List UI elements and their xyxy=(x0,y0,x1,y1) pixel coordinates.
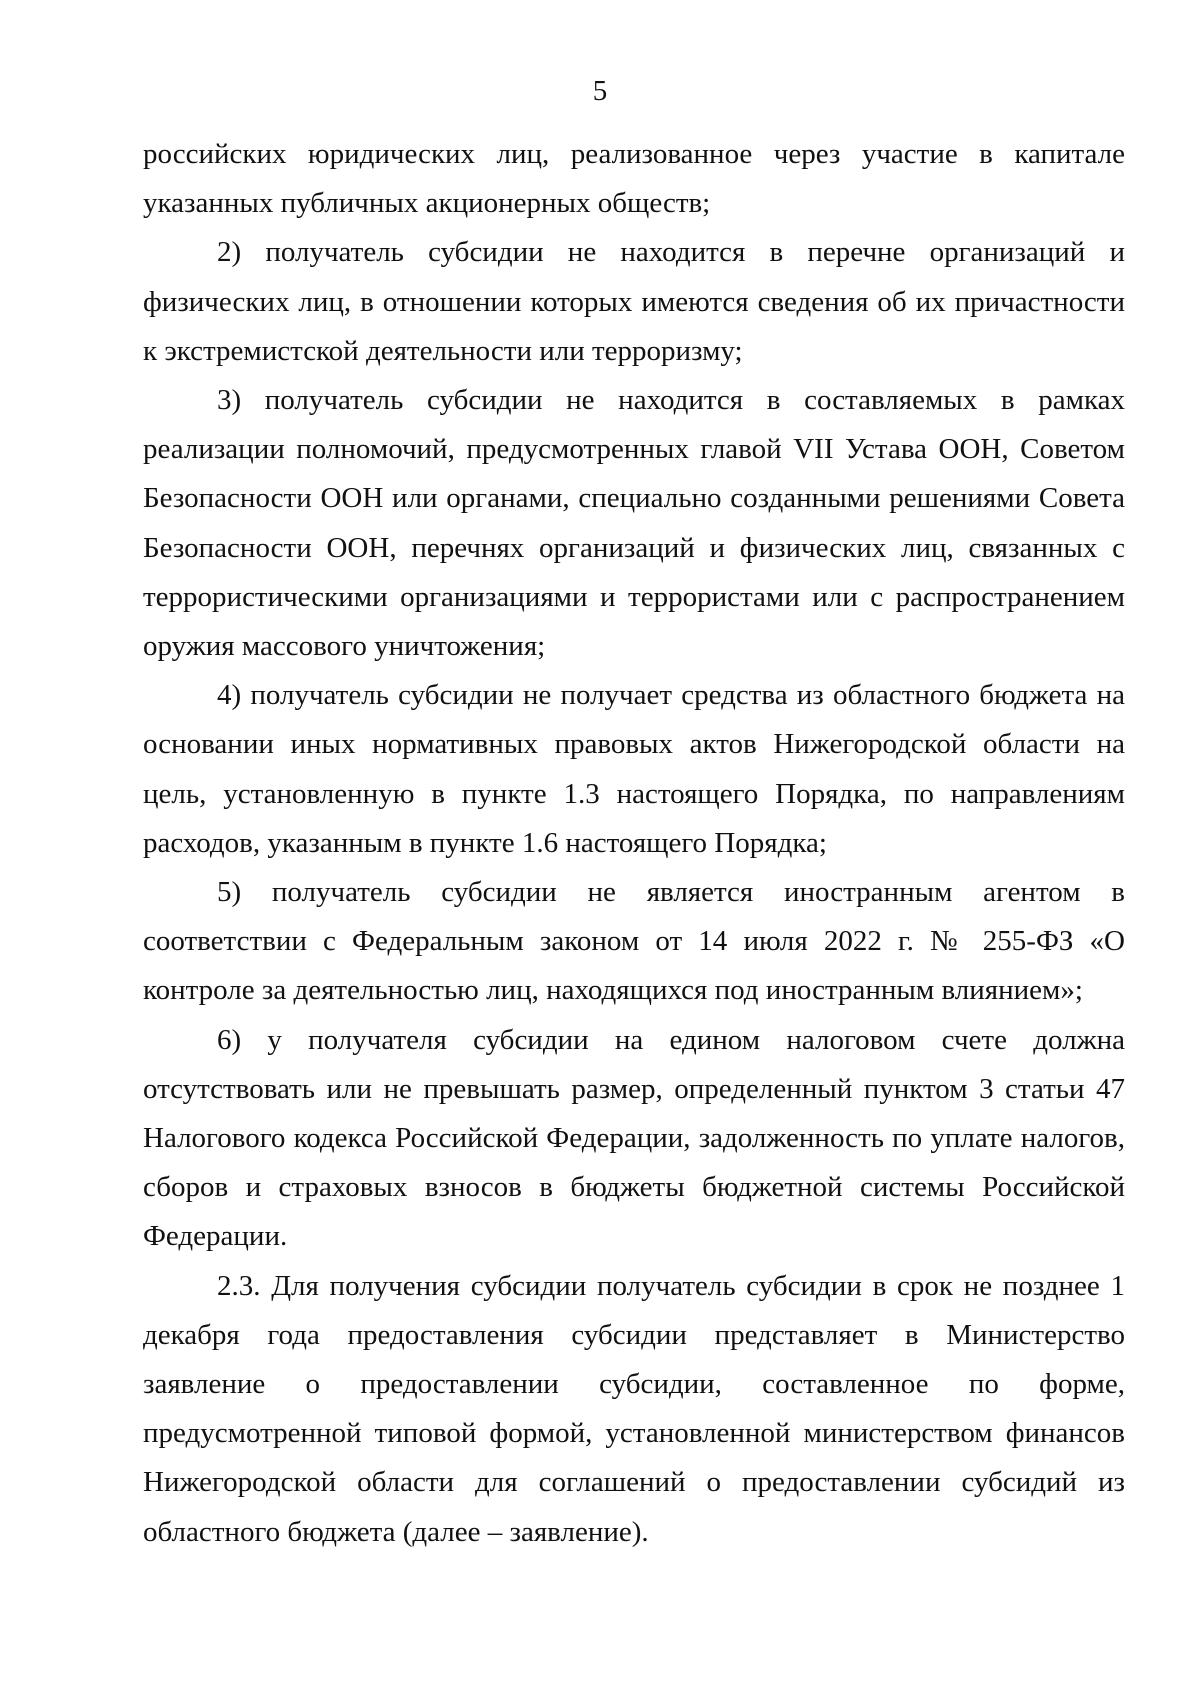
page-number: 5 xyxy=(592,75,608,107)
paragraph-item-3: 3) получатель субсидии не находится в составляемых в рамках реализации полномочий, предусмотренных главой VII Устава ООН, Советом Безопасности ООН или органами, специально созданными решениями Совета Безопасности ООН, перечнях организаций и физических лиц, связанных с террористическими организациями и террористами или с распространением оружия массового уничтожения; xyxy=(143,384,1125,663)
paragraph-section-2-3: 2.3. Для получения субсидии получатель субсидии в срок не позднее 1 декабря года предоставления субсидии представляет в Министерство заявление о предоставлении субсидии, составленное по форме, предусмотренной типовой формой, установленной министерством финансов Нижегородской области для соглашений о предоставлении субсидий из областного бюджета (далее – заявление). xyxy=(143,1269,1125,1548)
paragraph-item-4: 4) получатель субсидии не получает средства из областного бюджета на основании иных нормативных правовых актов Нижегородской области на цель, установленную в пункте 1.3 настоящего Порядка, по направлениям расходов, указанным в пункте 1.6 настоящего Порядка; xyxy=(143,679,1125,859)
paragraph-item-6: 6) у получателя субсидии на едином налоговом счете должна отсутствовать или не превышать размер, определенный пунктом 3 статьи 47 Налогового кодекса Российской Федерации, задолженность по уплате налогов, сборов и страховых взносов в бюджеты бюджетной системы Российской Федерации. xyxy=(143,1023,1125,1253)
paragraph-item-5: 5) получатель субсидии не является иностранным агентом в соответствии с Федеральным законом от 14 июля 2022 г. № 255-ФЗ «О контроле за деятельностью лиц, находящихся под иностранным влиянием»; xyxy=(143,876,1125,1007)
paragraph-item-2: 2) получатель субсидии не находится в перечне организаций и физических лиц, в отношении которых имеются сведения об их причастности к экстремистской деятельности или терроризму; xyxy=(143,236,1125,367)
paragraph-continuation: российских юридических лиц, реализованное через участие в капитале указанных публичных акционерных обществ; xyxy=(143,138,1125,220)
document-body xyxy=(143,130,1125,1557)
